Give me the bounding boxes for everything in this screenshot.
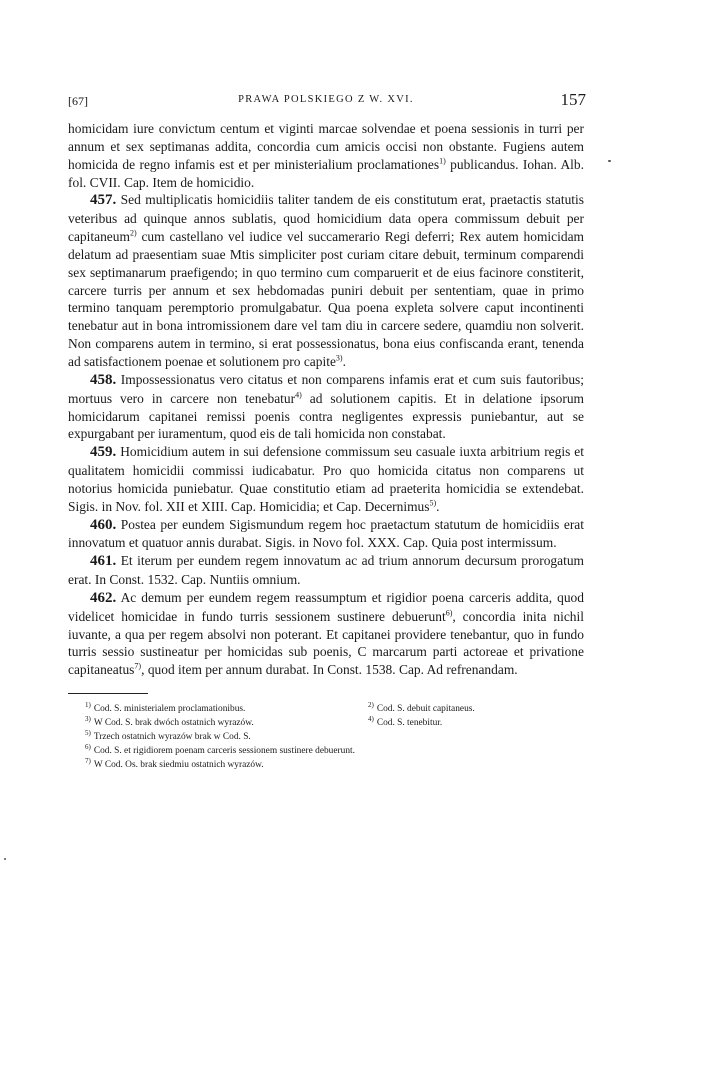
page-number: 157 (560, 90, 586, 109)
footnotes (68, 702, 584, 772)
numbered-paragraph (68, 589, 584, 679)
text-run: homicidam iure convictum centum et viginti marcae solvendae et poena sessionis in turri per annum et sex septimanas addita, concordia cum amicis occisi non obstante. Fugiens autem homicida de regno infamis est et per ministerialium proclamationes (68, 121, 584, 172)
running-title: PRAWA POLSKIEGO Z W. XVI. (238, 94, 414, 105)
text-run: Ac demum per eundem regem reassumptum et rigidior poena carceris addita, quod videlicet homicidae in fundo turris sessionem sustinere debuerunt (68, 589, 584, 624)
text-run: Postea per eundem Sigismundum regem hoc praetactum statutum de homicidiis erat innovatum et quatuor annis durabat. Sigis. in Novo fol. XXX. Cap. Quia post intermissum. (68, 516, 584, 551)
footnote-ref: 1) (439, 156, 446, 166)
numbered-paragraph (68, 516, 584, 553)
text-run: Homicidium autem in sui defensione commissum seu casuale iuxta arbitrium regis et qualitatem homicidii commissi iudicabatur. Pro quo homicida citatus non comparens ut notorius homicida puniebatur. Quae constitutio etiam ad praeterita homicidia se extendebat. Sigis. in Nov. fol. XII et XIII. Cap. Homicidia; et Cap. Decernimus (68, 444, 584, 514)
footnote-3: $^{3)}$ W Cod. S. brak dwóch ostatnich wyrazów. (85, 715, 254, 729)
running-header (68, 86, 584, 120)
paragraph (68, 120, 584, 191)
paragraph-number: 459. (90, 444, 117, 461)
footnote-divider (68, 693, 148, 694)
text-run: . (342, 353, 346, 369)
footnote-row (68, 744, 584, 758)
footnote-5: $^{5)}$ Trzech ostatnich wyrazów brak w Cod. S. (85, 729, 251, 743)
paragraph-number: 462. (90, 589, 117, 606)
text-run: Et iterum per eundem regem innovatum ac ad trium annorum decursum prorogatum erat. In Const. 1532. Cap. Nuntiis omnium. (68, 553, 584, 588)
text-run: , quod item per annum durabat. In Const. 1538. Cap. Ad refrenandam. (141, 662, 518, 678)
numbered-paragraph (68, 443, 584, 515)
footnote-2: $^{2)}$ Cod. S. debuit capitaneus. (368, 701, 475, 715)
footnote-row (68, 702, 584, 716)
footnote-row (68, 730, 584, 744)
footnote-ref: 6) (445, 608, 453, 618)
text-run: ad solutionem capitis. Et in delatione ipsorum homicidarum capitanei remissi poenis contra negligentes expressis puniebantur, aut se expurgabant per iuramentum, quod eis de tali homicida non constabat. (68, 390, 585, 442)
footnote-ref: 3) (335, 353, 343, 363)
footnote-4: $^{4)}$ Cod. S. tenebitur. (368, 715, 443, 729)
scan-speck (608, 160, 611, 162)
text-run: Sed multiplicatis homicidiis taliter tandem de eis constitutum erat, praetactis statutis veteribus ad quinque annos sublatis, quod homicidium data opera commissum debuit per capitaneum (68, 192, 584, 245)
footnote-7: $^{7)}$ W Cod. Os. brak siedmiu ostatnich wyrazów. (85, 757, 264, 771)
text-run: . (436, 498, 440, 514)
footnote-row (68, 716, 584, 730)
footnote-1: $^{1)}$ Cod. S. ministerialem proclamationibus. (85, 701, 246, 715)
body-text (68, 120, 584, 679)
footnote-ref: 2) (129, 228, 137, 238)
paragraph-number: 460. (90, 516, 117, 533)
paragraph-number: 461. (90, 553, 117, 570)
text-run: publicandus. Iohan. Alb. fol. CVII. Cap. Item de homicidio. (68, 156, 584, 190)
footnote-ref: 5) (429, 498, 437, 508)
text-run: , concordia inita nichil iuvante, a qua per regem absolvi non poterant. Et capitanei providere tenebantur, quo in fundo turris sessio sustineatur per homicidas sub poenis, C marcarum parti actoreae et privatione capitaneatus (68, 608, 584, 678)
book-page (68, 86, 584, 772)
numbered-paragraph (68, 552, 584, 589)
footnote-ref: 7) (134, 661, 142, 671)
paragraph-number: 457. (90, 192, 117, 209)
text-run: cum castellano vel iudice vel succamerario Regi deferri; Rex autem homicidam delatum ad praesentiam suae Mtis simpliciter post curiam citare debuit, terminum comparendi sex septimanarum praefigendo; in quo termino cum comparuerit et de eius facinore constiterit, carcere turris per annum et sex hebdomadas puniri debuit per sententiam, quae in primo termino tanquam peremptorio promulgabatur. Qua poena expleta solvere caput incontinenti tenebatur aut in bona intromissionem dare vel tam diu in carcere sedere, quamdiu non solverit. Non comparens autem in termino, si erat possessionatus, bona eius confiscanda erant, tenenda ad satisfactionem poenae et solutionem pro capite (68, 229, 584, 369)
original-page-number: [67] (68, 94, 88, 108)
footnote-row (68, 758, 584, 772)
numbered-paragraph (68, 191, 584, 370)
footnote-6: $^{6)}$ Cod. S. et rigidiorem poenam carceris sessionem sustinere debuerunt. (85, 743, 355, 757)
scan-speck (4, 858, 6, 860)
text-run: Impossessionatus vero citatus et non comparens infamis erat et cum suis fautoribus; mortuus vero in carcere non tenebatur (68, 371, 584, 406)
footnote-ref: 4) (295, 390, 302, 400)
paragraph-number: 458. (90, 371, 117, 388)
numbered-paragraph (68, 371, 584, 443)
